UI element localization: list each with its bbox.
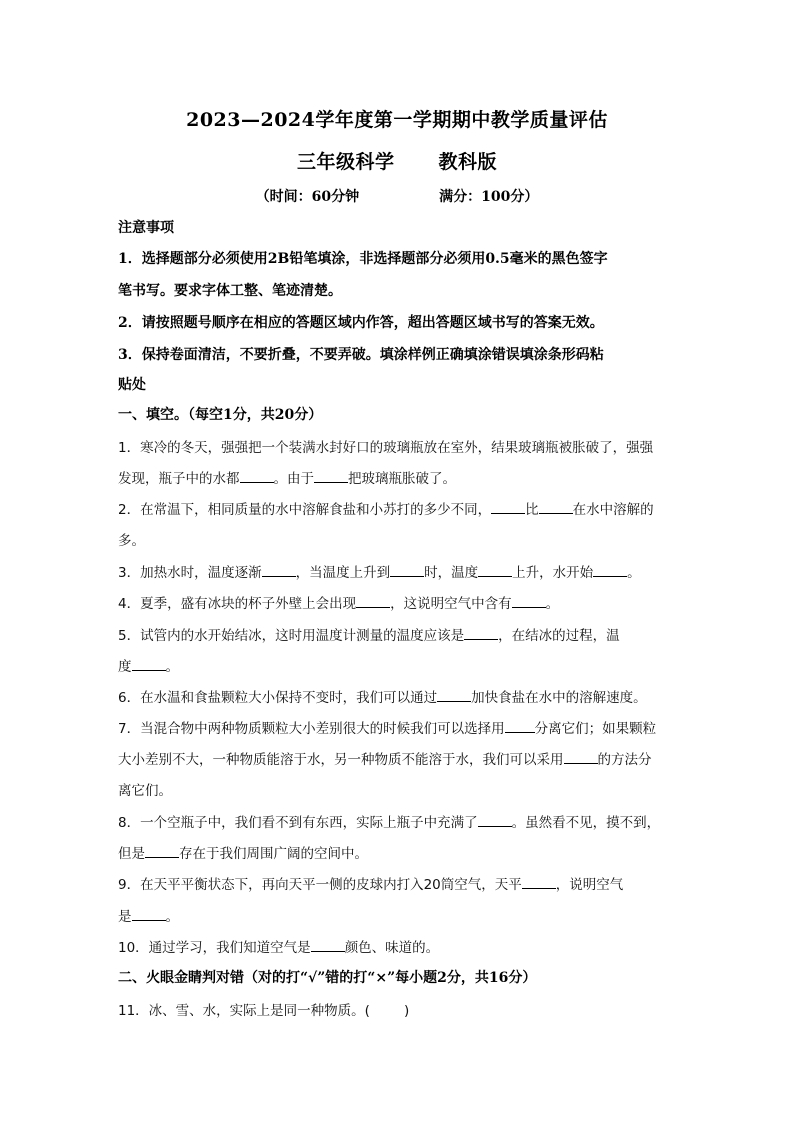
question-7-line-3: 离它们。 [118,783,172,799]
exam-title: 2023—2024学年度第一学期期中教学质量评估 [186,109,608,131]
question-3: 3．加热水时，温度逐渐 ，当温度上升到 时，温度 上升，水开始 。 [118,561,684,581]
answer-blank[interactable] [132,656,166,671]
question-1-line-1: 1．寒冷的冬天，强强把一个装满水封好口的玻璃瓶放在室外，结果玻璃瓶被胀破了，强强 [118,440,654,456]
question-4: 4．夏季，盛有冰块的杯子外壁上会出现 ，这说明空气中含有 。 [118,592,684,612]
grade-subject: 三年级科学 [296,151,395,173]
question-5-line-1: 5．试管内的水开始结冰，这时用温度计测量的温度应该是 ，在结冰的过程，温 [118,624,684,644]
notice-item-3-line-1: 3．保持卷面清洁，不要折叠，不要弄破。填涂样例正确填涂错误填涂条形码粘 [118,347,604,363]
answer-blank[interactable] [390,562,424,577]
answer-blank[interactable] [311,937,345,952]
question-8-line-2: 但是 存在于我们周围广阔的空间中。 [118,842,684,862]
answer-blank[interactable] [132,906,166,921]
question-2-line-1: 2．在常温下，相同质量的水中溶解食盐和小苏打的多少不同， 比 在水中溶解的 [118,498,684,518]
answer-blank[interactable] [240,468,274,483]
notice-heading: 注意事项 [118,220,174,236]
question-6: 6．在水温和食盐颗粒大小保持不变时，我们可以通过 加快食盐在水中的溶解速度。 [118,686,684,706]
question-9-line-1: 9．在天平平衡状态下，再向天平一侧的皮球内打入20筒空气，天平 ，说明空气 [118,873,684,893]
answer-blank[interactable] [356,593,390,608]
question-5-line-2: 度 。 [118,655,684,675]
question-8-line-1: 8．一个空瓶子中，我们看不到有东西，实际上瓶子中充满了 。虽然看不见，摸不到， [118,811,684,831]
question-7-line-2: 大小差别不大，一种物质能溶于水，另一种物质不能溶于水，我们可以采用 的方法分 [118,748,684,768]
question-11: 11．冰、雪、水，实际上是同一种物质。( ) [118,1003,410,1019]
edition: 教科版 [438,151,498,173]
answer-blank[interactable] [512,593,546,608]
notice-item-2: 2．请按照题号顺序在相应的答题区域内作答，超出答题区域书写的答案无效。 [118,315,604,331]
section-1-heading: 一、填空。（每空1分，共20分） [118,407,323,423]
answer-blank[interactable] [539,499,573,514]
question-7-line-1: 7．当混合物中两种物质颗粒大小差别很大的时候我们可以选择用 分离它们；如果颗粒 [118,717,684,737]
notice-item-1-line-2: 笔书写。要求字体工整、笔迹清楚。 [118,283,342,299]
answer-blank[interactable] [564,749,598,764]
answer-blank[interactable] [464,625,498,640]
exam-subtitle [0,147,794,174]
question-9-line-2: 是 。 [118,905,684,925]
answer-blank[interactable] [145,843,179,858]
question-1-line-2: 发现，瓶子中的水都 。由于 把玻璃瓶胀破了。 [118,467,684,487]
exam-score: 满分：100分） [439,189,539,205]
exam-meta [0,186,794,206]
answer-blank[interactable] [491,499,525,514]
answer-blank[interactable] [593,562,627,577]
section-2-heading: 二、火眼金睛判对错（对的打“√”错的打“×”每小题2分，共16分） [118,970,537,986]
exam-time: （时间：60分钟 [255,189,360,205]
answer-blank[interactable] [505,718,535,733]
answer-blank[interactable] [262,562,296,577]
notice-item-3-line-2: 贴处 [118,377,146,393]
notice-item-1-line-1: 1．选择题部分必须使用2B铅笔填涂，非选择题部分必须用0.5毫米的黑色签字 [118,251,608,267]
question-10: 10．通过学习，我们知道空气是 颜色、味道的。 [118,936,684,956]
answer-blank[interactable] [314,468,348,483]
answer-blank[interactable] [478,812,512,827]
answer-blank[interactable] [522,874,556,889]
question-2-line-2: 多。 [118,533,145,549]
answer-blank[interactable] [478,562,512,577]
answer-blank[interactable] [437,687,471,702]
